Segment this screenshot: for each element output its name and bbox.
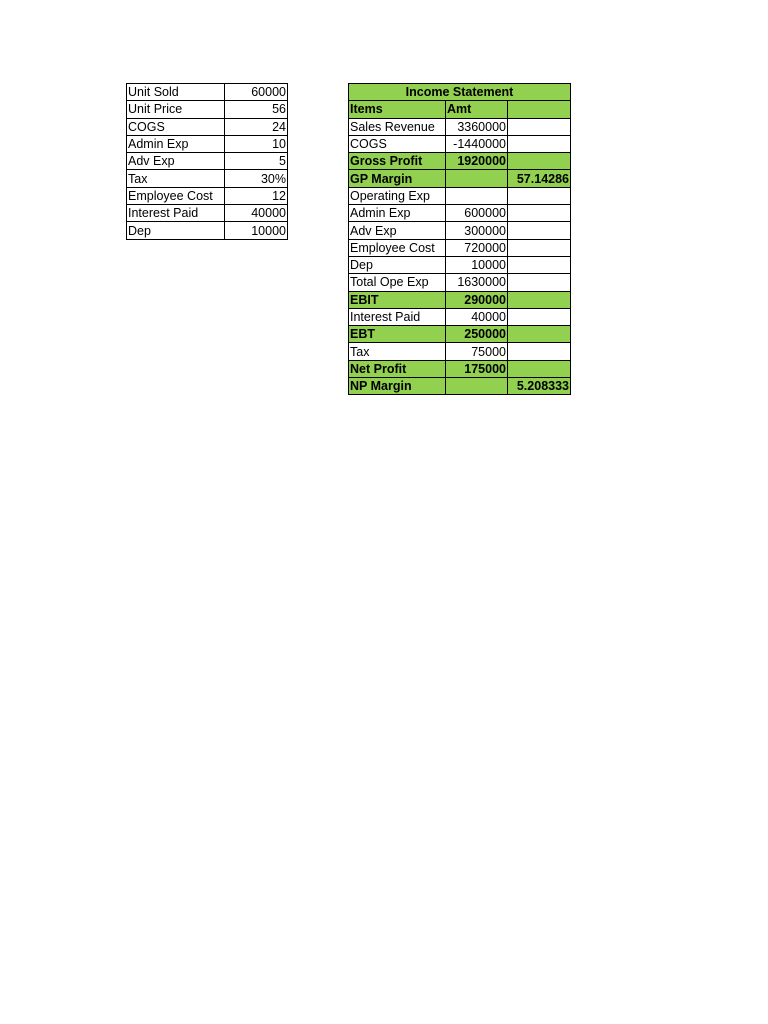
income-item-cell[interactable]: Tax xyxy=(349,343,446,360)
input-value-cell[interactable]: 10 xyxy=(225,135,288,152)
income-row xyxy=(349,153,571,170)
input-label-cell[interactable]: Admin Exp xyxy=(127,135,225,152)
income-extra-cell[interactable] xyxy=(508,205,571,222)
input-label-cell[interactable]: Unit Sold xyxy=(127,84,225,101)
income-row xyxy=(349,239,571,256)
income-extra-cell[interactable] xyxy=(508,274,571,291)
income-row xyxy=(349,291,571,308)
income-amt-cell[interactable] xyxy=(446,187,508,204)
input-value-cell[interactable]: 40000 xyxy=(225,205,288,222)
income-item-cell[interactable]: Sales Revenue xyxy=(349,118,446,135)
income-extra-cell[interactable] xyxy=(508,308,571,325)
input-row xyxy=(127,187,288,204)
income-statement-title[interactable]: Income Statement xyxy=(349,84,571,101)
input-value-cell[interactable]: 24 xyxy=(225,118,288,135)
header-extra[interactable] xyxy=(508,101,571,118)
input-label-cell[interactable]: Employee Cost xyxy=(127,187,225,204)
income-extra-cell[interactable] xyxy=(508,291,571,308)
inputs-table-body xyxy=(127,84,288,240)
income-amt-cell[interactable]: 3360000 xyxy=(446,118,508,135)
income-statement-title-row xyxy=(349,84,571,101)
income-extra-cell[interactable] xyxy=(508,239,571,256)
income-item-cell[interactable]: Adv Exp xyxy=(349,222,446,239)
input-row xyxy=(127,101,288,118)
income-row xyxy=(349,205,571,222)
income-amt-cell[interactable]: 1630000 xyxy=(446,274,508,291)
income-item-cell[interactable]: NP Margin xyxy=(349,378,446,395)
income-statement-body xyxy=(349,118,571,395)
income-extra-cell[interactable] xyxy=(508,187,571,204)
input-row xyxy=(127,118,288,135)
income-item-cell[interactable]: COGS xyxy=(349,135,446,152)
income-row xyxy=(349,308,571,325)
income-item-cell[interactable]: EBIT xyxy=(349,291,446,308)
inputs-table xyxy=(126,83,288,240)
header-items[interactable]: Items xyxy=(349,101,446,118)
input-label-cell[interactable]: Tax xyxy=(127,170,225,187)
input-value-cell[interactable]: 30% xyxy=(225,170,288,187)
income-item-cell[interactable]: Total Ope Exp xyxy=(349,274,446,291)
income-item-cell[interactable]: Gross Profit xyxy=(349,153,446,170)
income-item-cell[interactable]: EBT xyxy=(349,326,446,343)
income-item-cell[interactable]: Dep xyxy=(349,256,446,273)
income-row xyxy=(349,378,571,395)
input-value-cell[interactable]: 12 xyxy=(225,187,288,204)
income-item-cell[interactable]: Net Profit xyxy=(349,360,446,377)
income-extra-cell[interactable] xyxy=(508,153,571,170)
input-label-cell[interactable]: Unit Price xyxy=(127,101,225,118)
income-row xyxy=(349,170,571,187)
income-row xyxy=(349,222,571,239)
input-row xyxy=(127,222,288,239)
income-extra-cell[interactable] xyxy=(508,118,571,135)
income-amt-cell[interactable]: 40000 xyxy=(446,308,508,325)
income-statement-header-row xyxy=(349,101,571,118)
income-row xyxy=(349,118,571,135)
income-extra-cell[interactable] xyxy=(508,256,571,273)
income-amt-cell[interactable]: 600000 xyxy=(446,205,508,222)
income-extra-cell[interactable] xyxy=(508,135,571,152)
income-amt-cell[interactable]: 720000 xyxy=(446,239,508,256)
income-extra-cell[interactable] xyxy=(508,326,571,343)
income-extra-cell[interactable]: 57.14286 xyxy=(508,170,571,187)
income-row xyxy=(349,343,571,360)
income-extra-cell[interactable]: 5.208333 xyxy=(508,378,571,395)
income-row xyxy=(349,256,571,273)
income-item-cell[interactable]: GP Margin xyxy=(349,170,446,187)
income-item-cell[interactable]: Admin Exp xyxy=(349,205,446,222)
income-amt-cell[interactable]: 10000 xyxy=(446,256,508,273)
input-row xyxy=(127,135,288,152)
income-amt-cell[interactable]: 1920000 xyxy=(446,153,508,170)
income-extra-cell[interactable] xyxy=(508,343,571,360)
input-row xyxy=(127,205,288,222)
income-row xyxy=(349,187,571,204)
income-amt-cell[interactable]: 175000 xyxy=(446,360,508,377)
input-label-cell[interactable]: Interest Paid xyxy=(127,205,225,222)
input-value-cell[interactable]: 60000 xyxy=(225,84,288,101)
income-amt-cell[interactable] xyxy=(446,170,508,187)
income-row xyxy=(349,274,571,291)
input-row xyxy=(127,84,288,101)
income-amt-cell[interactable]: 300000 xyxy=(446,222,508,239)
income-statement-table xyxy=(348,83,571,395)
input-label-cell[interactable]: Adv Exp xyxy=(127,153,225,170)
input-value-cell[interactable]: 5 xyxy=(225,153,288,170)
input-label-cell[interactable]: COGS xyxy=(127,118,225,135)
header-amt[interactable]: Amt xyxy=(446,101,508,118)
income-row xyxy=(349,135,571,152)
income-amt-cell[interactable]: 290000 xyxy=(446,291,508,308)
input-row xyxy=(127,170,288,187)
input-value-cell[interactable]: 56 xyxy=(225,101,288,118)
input-row xyxy=(127,153,288,170)
income-extra-cell[interactable] xyxy=(508,222,571,239)
income-amt-cell[interactable]: 250000 xyxy=(446,326,508,343)
income-item-cell[interactable]: Interest Paid xyxy=(349,308,446,325)
income-amt-cell[interactable]: 75000 xyxy=(446,343,508,360)
income-row xyxy=(349,326,571,343)
income-amt-cell[interactable]: -1440000 xyxy=(446,135,508,152)
input-value-cell[interactable]: 10000 xyxy=(225,222,288,239)
income-item-cell[interactable]: Operating Exp xyxy=(349,187,446,204)
income-amt-cell[interactable] xyxy=(446,378,508,395)
income-row xyxy=(349,360,571,377)
income-item-cell[interactable]: Employee Cost xyxy=(349,239,446,256)
income-extra-cell[interactable] xyxy=(508,360,571,377)
input-label-cell[interactable]: Dep xyxy=(127,222,225,239)
